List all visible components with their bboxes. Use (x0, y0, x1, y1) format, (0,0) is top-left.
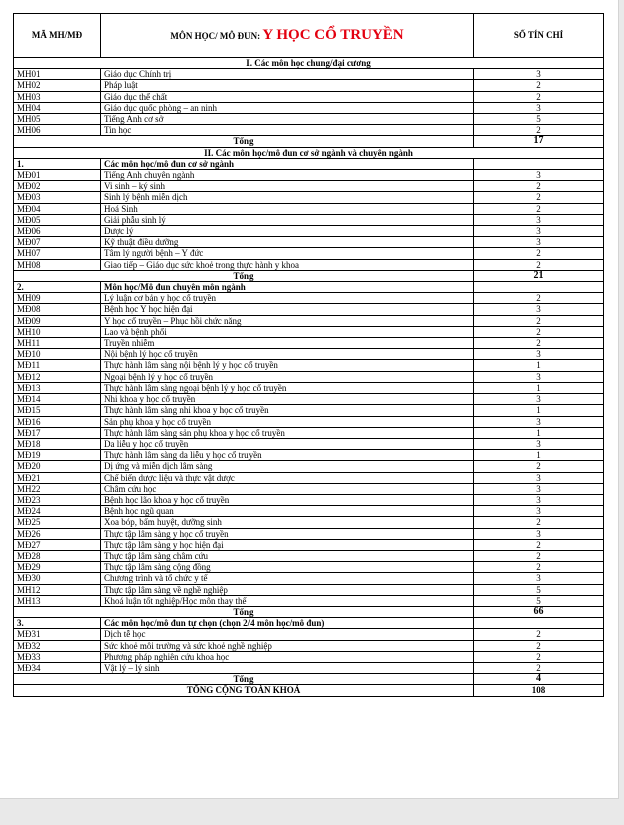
course-code: MĐ33 (14, 651, 101, 662)
total-label: Tổng (14, 674, 474, 685)
course-name: Thực tập lâm sàng về nghề nghiệp (101, 584, 474, 595)
course-name: Y học cổ truyền – Phục hồi chức năng (101, 315, 474, 326)
course-code: MH08 (14, 259, 101, 270)
course-credits: 2 (474, 562, 604, 573)
course-code: MH03 (14, 91, 101, 102)
course-code: MĐ19 (14, 450, 101, 461)
grand-total-row (14, 685, 604, 696)
course-name: Lý luận cơ bản y học cổ truyền (101, 293, 474, 304)
subject-column-header (101, 14, 474, 58)
course-credits: 2 (474, 125, 604, 136)
course-name: Sức khoẻ môi trường và sức khoẻ nghề nghiệp (101, 640, 474, 651)
course-code: MH07 (14, 248, 101, 259)
table-row (14, 483, 604, 494)
table-row (14, 562, 604, 573)
table-row (14, 326, 604, 337)
course-credits: 3 (474, 472, 604, 483)
course-code: MH13 (14, 595, 101, 606)
total-value: 17 (474, 136, 604, 147)
table-row (14, 125, 604, 136)
course-credits: 1 (474, 427, 604, 438)
course-code: MĐ02 (14, 181, 101, 192)
total-value: 4 (474, 674, 604, 685)
course-code: MH05 (14, 114, 101, 125)
course-name: Kỹ thuật điều dưỡng (101, 237, 474, 248)
total-value: 21 (474, 270, 604, 281)
table-row (14, 181, 604, 192)
course-code: MĐ01 (14, 170, 101, 181)
course-credits: 2 (474, 629, 604, 640)
course-code: MĐ03 (14, 192, 101, 203)
table-row (14, 584, 604, 595)
table-row (14, 450, 604, 461)
course-credits: 2 (474, 248, 604, 259)
course-credits: 3 (474, 416, 604, 427)
course-credits: 1 (474, 382, 604, 393)
course-name: Phương pháp nghiên cứu khoa học (101, 651, 474, 662)
table-row (14, 203, 604, 214)
table-row (14, 494, 604, 505)
course-credits: 1 (474, 360, 604, 371)
course-name: Vật lý – lý sinh (101, 662, 474, 673)
course-credits: 2 (474, 550, 604, 561)
group-title: Môn học/Mô đun chuyên môn ngành (101, 282, 474, 293)
course-name: Tiếng Anh chuyên ngành (101, 170, 474, 181)
course-name: Ngoại bệnh lý y học cổ truyền (101, 371, 474, 382)
course-name: Xoa bóp, bấm huyệt, dưỡng sinh (101, 517, 474, 528)
course-code: MĐ08 (14, 304, 101, 315)
course-name: Chương trình và tổ chức y tế (101, 573, 474, 584)
table-row (14, 573, 604, 584)
course-credits: 3 (474, 170, 604, 181)
course-name: Giáo dục quốc phòng – an ninh (101, 102, 474, 113)
group-credits-cell (474, 158, 604, 169)
course-name: Giải phẫu sinh lý (101, 214, 474, 225)
table-row (14, 170, 604, 181)
table-row (14, 304, 604, 315)
course-name: Giao tiếp – Giáo dục sức khoẻ trong thực hành y khoa (101, 259, 474, 270)
total-label: Tổng (14, 270, 474, 281)
course-name: Thực hành lâm sàng ngoại bệnh lý y học cổ truyền (101, 382, 474, 393)
section-title: I. Các môn học chung/đại cương (14, 58, 604, 69)
course-credits: 2 (474, 461, 604, 472)
table-row (14, 349, 604, 360)
course-credits: 3 (474, 528, 604, 539)
table-row (14, 114, 604, 125)
course-credits: 2 (474, 192, 604, 203)
course-credits: 2 (474, 640, 604, 651)
course-credits: 3 (474, 237, 604, 248)
group-number: 1. (14, 158, 101, 169)
course-code: MH10 (14, 326, 101, 337)
course-name: Thực tập lâm sàng y học hiện đại (101, 539, 474, 550)
course-code: MĐ29 (14, 562, 101, 573)
course-name: Vi sinh – ký sinh (101, 181, 474, 192)
course-credits: 2 (474, 203, 604, 214)
course-credits: 3 (474, 483, 604, 494)
course-code: MĐ27 (14, 539, 101, 550)
course-credits: 2 (474, 338, 604, 349)
course-code: MĐ21 (14, 472, 101, 483)
table-row (14, 394, 604, 405)
course-code: MĐ13 (14, 382, 101, 393)
table-row (14, 662, 604, 673)
group-header-row (14, 158, 604, 169)
course-name: Châm cứu học (101, 483, 474, 494)
course-code: MĐ34 (14, 662, 101, 673)
group-number: 3. (14, 618, 101, 629)
table-row (14, 293, 604, 304)
table-row (14, 595, 604, 606)
course-credits: 3 (474, 214, 604, 225)
course-name: Da liễu y học cổ truyền (101, 438, 474, 449)
course-name: Thực hành lâm sàng sản phụ khoa y học cổ truyền (101, 427, 474, 438)
course-code: MĐ04 (14, 203, 101, 214)
table-row (14, 472, 604, 483)
course-credits: 2 (474, 80, 604, 91)
course-name: Thực hành lâm sàng nội bệnh lý y học cổ truyền (101, 360, 474, 371)
course-credits: 3 (474, 506, 604, 517)
table-row (14, 192, 604, 203)
course-code: MĐ16 (14, 416, 101, 427)
course-name: Nhi khoa y học cổ truyền (101, 394, 474, 405)
code-column-header: MÃ MH/MĐ (14, 14, 101, 58)
course-credits: 3 (474, 573, 604, 584)
course-credits: 2 (474, 91, 604, 102)
course-name: Bệnh học ngũ quan (101, 506, 474, 517)
curriculum-table (13, 13, 604, 697)
course-credits: 2 (474, 651, 604, 662)
course-code: MH12 (14, 584, 101, 595)
table-row (14, 438, 604, 449)
total-row (14, 606, 604, 617)
group-title: Các môn học/mô đun cơ sở ngành (101, 158, 474, 169)
course-credits: 3 (474, 438, 604, 449)
course-credits: 3 (474, 494, 604, 505)
course-credits: 3 (474, 69, 604, 80)
group-number: 2. (14, 282, 101, 293)
table-row (14, 651, 604, 662)
course-name: Truyền nhiễm (101, 338, 474, 349)
curriculum-table-frame (13, 13, 605, 697)
table-row (14, 517, 604, 528)
course-credits: 2 (474, 293, 604, 304)
course-code: MH22 (14, 483, 101, 494)
table-row (14, 360, 604, 371)
course-name: Lao và bệnh phổi (101, 326, 474, 337)
course-code: MĐ32 (14, 640, 101, 651)
course-name: Giáo dục Chính trị (101, 69, 474, 80)
table-row (14, 506, 604, 517)
total-row (14, 136, 604, 147)
total-row (14, 270, 604, 281)
total-label: Tổng (14, 606, 474, 617)
course-name: Bệnh học lão khoa y học cổ truyền (101, 494, 474, 505)
course-name: Thực tập lâm sàng y học cổ truyền (101, 528, 474, 539)
course-name: Chế biến dược liệu và thực vật dược (101, 472, 474, 483)
course-code: MĐ05 (14, 214, 101, 225)
course-credits: 5 (474, 595, 604, 606)
course-credits: 2 (474, 259, 604, 270)
table-row (14, 248, 604, 259)
total-label: Tổng (14, 136, 474, 147)
course-credits: 2 (474, 662, 604, 673)
course-code: MĐ09 (14, 315, 101, 326)
course-credits: 2 (474, 181, 604, 192)
table-row (14, 91, 604, 102)
course-credits: 2 (474, 517, 604, 528)
group-credits-cell (474, 282, 604, 293)
table-row (14, 102, 604, 113)
course-code: MH02 (14, 80, 101, 91)
course-name: Tâm lý người bệnh – Y đức (101, 248, 474, 259)
section-general-row (14, 58, 604, 69)
total-row (14, 674, 604, 685)
course-credits: 1 (474, 405, 604, 416)
table-row (14, 427, 604, 438)
course-code: MĐ14 (14, 394, 101, 405)
course-name: Tiếng Anh cơ sở (101, 114, 474, 125)
course-code: MĐ26 (14, 528, 101, 539)
course-credits: 5 (474, 584, 604, 595)
course-credits: 3 (474, 394, 604, 405)
course-code: MĐ07 (14, 237, 101, 248)
course-name: Sản phụ khoa y học cổ truyền (101, 416, 474, 427)
program-title: Y HỌC CỔ TRUYỀN (262, 26, 404, 43)
course-credits: 3 (474, 102, 604, 113)
table-row (14, 315, 604, 326)
course-name: Bệnh học Y học hiện đại (101, 304, 474, 315)
course-name: Dược lý (101, 226, 474, 237)
course-code: MĐ11 (14, 360, 101, 371)
table-row (14, 405, 604, 416)
course-credits: 3 (474, 304, 604, 315)
course-name: Dị ứng và miễn dịch lâm sàng (101, 461, 474, 472)
table-row (14, 259, 604, 270)
credits-column-header: SỐ TÍN CHỈ (474, 14, 604, 58)
table-row (14, 550, 604, 561)
course-code: MĐ25 (14, 517, 101, 528)
course-credits: 3 (474, 226, 604, 237)
course-name: Hoá Sinh (101, 203, 474, 214)
table-header-row (14, 14, 604, 58)
table-row (14, 539, 604, 550)
table-row (14, 629, 604, 640)
course-name: Giáo dục thể chất (101, 91, 474, 102)
table-row (14, 69, 604, 80)
grand-total-label: TỔNG CỘNG TOÀN KHOÁ (14, 685, 474, 696)
course-name: Nội bệnh lý học cổ truyền (101, 349, 474, 360)
course-code: MĐ17 (14, 427, 101, 438)
table-row (14, 371, 604, 382)
course-code: MĐ15 (14, 405, 101, 416)
section-specialized-row (14, 147, 604, 158)
course-name: Thực hành lâm sàng da liễu y học cổ truyền (101, 450, 474, 461)
course-code: MH06 (14, 125, 101, 136)
table-row (14, 80, 604, 91)
course-credits: 1 (474, 450, 604, 461)
table-row (14, 382, 604, 393)
course-code: MĐ28 (14, 550, 101, 561)
table-row (14, 237, 604, 248)
course-code: MĐ06 (14, 226, 101, 237)
course-code: MĐ12 (14, 371, 101, 382)
subject-prefix: MÔN HỌC/ MÔ ĐUN: (170, 30, 261, 41)
course-code: MH01 (14, 69, 101, 80)
course-code: MH09 (14, 293, 101, 304)
course-credits: 2 (474, 326, 604, 337)
course-name: Sinh lý bệnh miễn dịch (101, 192, 474, 203)
table-row (14, 338, 604, 349)
course-name: Thực tập lâm sàng châm cứu (101, 550, 474, 561)
course-name: Khoá luận tốt nghiệp/Học môn thay thế (101, 595, 474, 606)
total-value: 66 (474, 606, 604, 617)
course-code: MH04 (14, 102, 101, 113)
course-credits: 2 (474, 315, 604, 326)
section-title: II. Các môn học/mô đun cơ sở ngành và chuyên ngành (14, 147, 604, 158)
course-code: MĐ30 (14, 573, 101, 584)
group-credits-cell (474, 618, 604, 629)
course-name: Tin học (101, 125, 474, 136)
grand-total-value: 108 (474, 685, 604, 696)
group-header-row (14, 282, 604, 293)
course-credits: 5 (474, 114, 604, 125)
course-code: MH11 (14, 338, 101, 349)
course-credits: 2 (474, 539, 604, 550)
course-code: MĐ31 (14, 629, 101, 640)
course-code: MĐ10 (14, 349, 101, 360)
course-name: Thực hành lâm sàng nhi khoa y học cổ truyền (101, 405, 474, 416)
course-name: Dịch tễ học (101, 629, 474, 640)
table-row (14, 640, 604, 651)
course-credits: 3 (474, 371, 604, 382)
course-code: MĐ23 (14, 494, 101, 505)
table-row (14, 214, 604, 225)
course-code: MĐ20 (14, 461, 101, 472)
table-row (14, 461, 604, 472)
course-credits: 3 (474, 349, 604, 360)
group-title: Các môn học/mô đun tự chọn (chọn 2/4 môn học/mô đun) (101, 618, 474, 629)
group-header-row (14, 618, 604, 629)
course-code: MĐ24 (14, 506, 101, 517)
course-name: Thực tập lâm sàng cộng đồng (101, 562, 474, 573)
table-row (14, 226, 604, 237)
table-row (14, 528, 604, 539)
course-code: MĐ18 (14, 438, 101, 449)
table-row (14, 416, 604, 427)
course-name: Pháp luật (101, 80, 474, 91)
